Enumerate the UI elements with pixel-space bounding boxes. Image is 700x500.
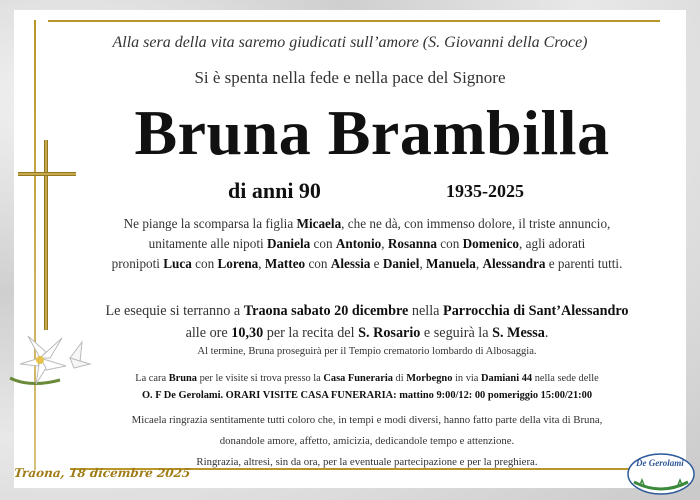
opening-quote: Alla sera della vita saremo giudicati sull’amore (S. Giovanni della Croce) [112,34,588,51]
funeral-home-logo-text: De Gerolami [636,458,684,468]
thanks-paragraph [60,410,674,473]
cremation-note: Al termine, Bruna proseguirà per il Tempio crematorio lombardo di Albosaggia. [197,346,537,357]
life-years: 1935-2025 [446,181,524,201]
cross-icon-bar [18,172,76,176]
visits-paragraph [60,370,674,404]
announcement-line-1: Ne piange la scomparsa la figlia Micaela, che ne dà, con immenso dolore, il triste annuncio, [123,216,611,231]
thanks-line-3: Ringrazia, altresì, sin da ora, per la eventuale partecipazione e per la preghiera. [196,456,538,468]
visits-line-2: O. F De Gerolami. ORARI VISITE CASA FUNERARIA: mattino 9:00/12: 00 pomeriggio 15:00/21:00 [141,390,593,401]
lily-flower-icon [0,318,96,394]
funeral-line-1: Le esequie si terranno a Traona sabato 20 dicembre nella Parrocchia di Sant’Alessandro [105,303,629,319]
funeral-paragraph [60,300,674,344]
thanks-line-2: donandole amore, affetto, amicizia, dedicandole tempo e attenzione. [219,435,515,447]
thanks-line-1: Micaela ringrazia sentitamente tutti coloro che, in tempi e modi diversi, hanno fatto parte della vita di Bruna, [131,414,603,426]
age: di anni 90 [228,178,321,203]
cross-icon [44,140,48,330]
gold-line-top [48,20,660,22]
place-date-signature: Traona, 18 dicembre 2025 [13,466,192,480]
deceased-name: Bruna Brambilla [134,97,610,168]
funeral-line-2: alle ore 10,30 per la recita del S. Rosario e seguirà la S. Messa. [185,325,549,341]
announcement-line-3: pronipoti Luca con Lorena, Matteo con Alessia e Daniel, Manuela, Alessandra e parenti tutti. [111,256,623,271]
visits-line-1: La cara Bruna per le visite si trova presso la Casa Funeraria di Morbegno in via Damiani 44 nella sede delle [135,373,599,384]
announcement-paragraph [60,214,674,274]
announcement-line-2: unitamente alle nipoti Daniela con Antonio, Rosanna con Domenico, agli adorati [148,236,586,251]
subtitle: Si è spenta nella fede e nella pace del Signore [194,68,506,87]
